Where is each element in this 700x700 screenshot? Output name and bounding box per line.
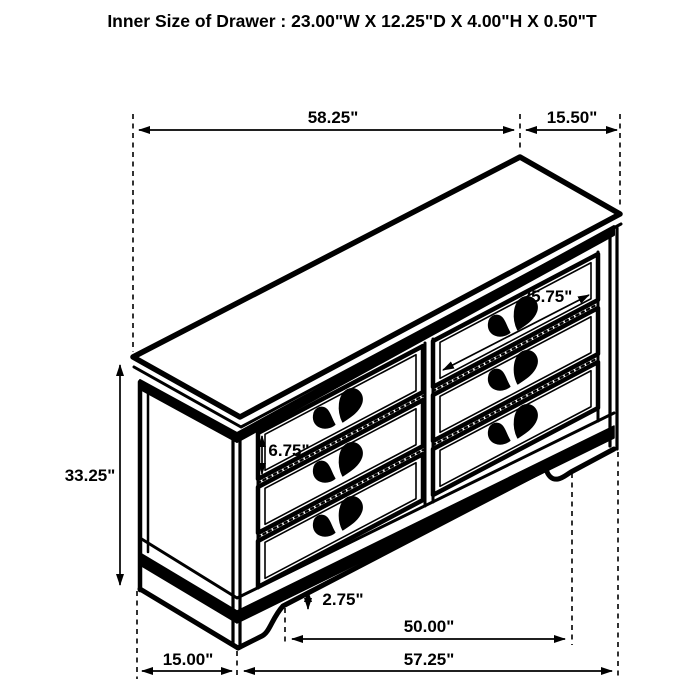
dresser-drawing	[133, 157, 621, 648]
dim-base-depth-label: 15.00"	[162, 650, 214, 669]
dim-feet-span-label: 50.00"	[403, 617, 455, 636]
side-panel-bottom-edge	[140, 589, 238, 648]
dim-top-depth-label: 15.50"	[546, 108, 598, 127]
dim-height-label: 33.25"	[64, 466, 116, 485]
dim-base-length-label: 57.25"	[403, 650, 455, 669]
diagram-title: Inner Size of Drawer : 23.00"W X 12.25"D X 4.00"H X 0.50"T	[107, 11, 597, 31]
dim-drawer-face-label: 6.75"	[268, 441, 310, 460]
dim-drawer-width-label: 25.75"	[521, 287, 573, 306]
dim-foot-height-label: 2.75"	[322, 590, 364, 609]
dim-top-length-label: 58.25"	[307, 108, 359, 127]
